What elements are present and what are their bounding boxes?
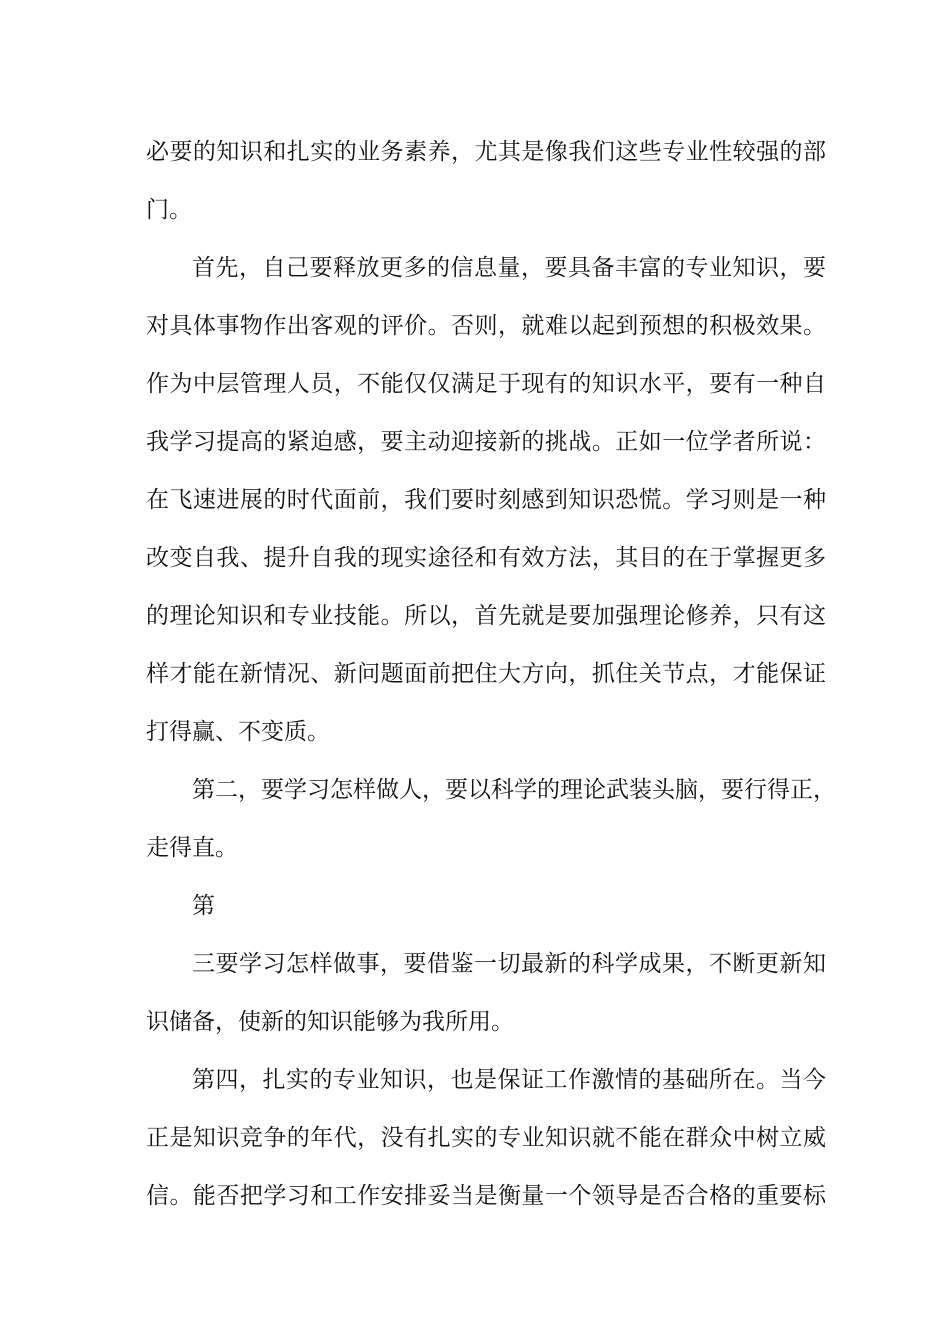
text-line: 三要学习怎样做事，要借鉴一切最新的科学成果，不断更新知 <box>192 951 826 977</box>
text-line: 第二，要学习怎样做人，要以科学的理论武装头脑，要行得正， <box>192 777 836 803</box>
text-line: 的理论知识和专业技能。所以，首先就是要加强理论修养，只有这 <box>146 603 826 629</box>
text-line: 在飞速进展的时代面前，我们要时刻感到知识恐慌。学习则是一种 <box>146 487 826 513</box>
text-line: 样才能在新情况、新问题面前把住大方向，抓住关节点，才能保证 <box>146 661 826 687</box>
text-line: 必要的知识和扎实的业务素养，尤其是像我们这些专业性较强的部 <box>146 139 826 165</box>
text-line: 门。 <box>146 197 192 223</box>
text-line: 走得直。 <box>146 835 238 861</box>
text-line: 对具体事物作出客观的评价。否则，就难以起到预想的积极效果。 <box>146 313 826 339</box>
text-line: 首先，自己要释放更多的信息量，要具备丰富的专业知识，要 <box>192 255 826 281</box>
text-line: 第 <box>192 893 215 919</box>
text-line: 第四，扎实的专业知识，也是保证工作激情的基础所在。当今 <box>192 1067 826 1093</box>
text-line: 我学习提高的紧迫感，要主动迎接新的挑战。正如一位学者所说： <box>146 429 826 455</box>
text-line: 改变自我、提升自我的现实途径和有效方法，其目的在于掌握更多 <box>146 545 826 571</box>
text-line: 正是知识竞争的年代，没有扎实的专业知识就不能在群众中树立威 <box>146 1125 826 1151</box>
text-line: 识储备，使新的知识能够为我所用。 <box>146 1009 514 1035</box>
text-line: 作为中层管理人员，不能仅仅满足于现有的知识水平，要有一种自 <box>146 371 826 397</box>
text-line: 打得赢、不变质。 <box>146 719 330 745</box>
text-line: 信。能否把学习和工作安排妥当是衡量一个领导是否合格的重要标 <box>146 1183 826 1209</box>
